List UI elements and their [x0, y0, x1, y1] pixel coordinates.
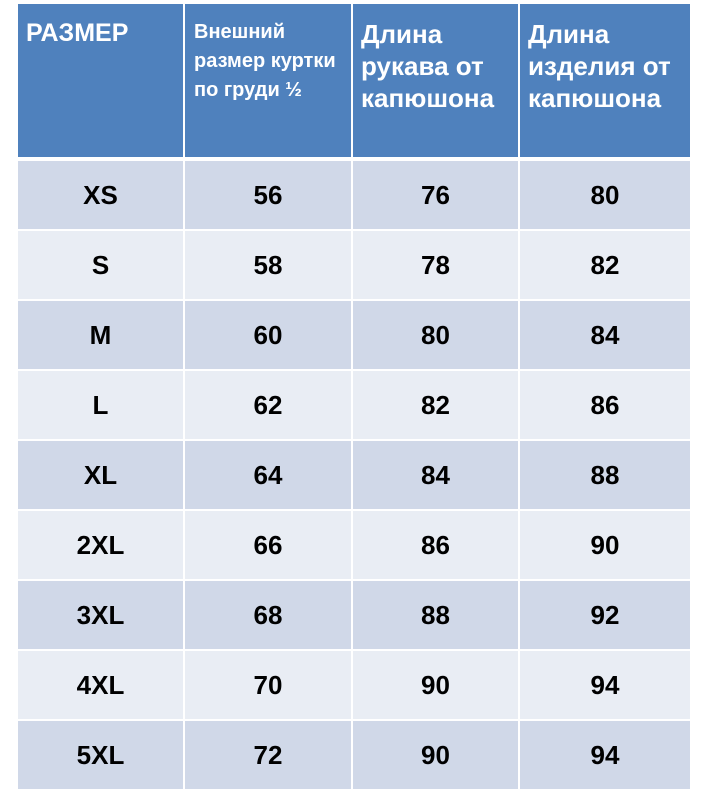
- table-header-row: [18, 4, 690, 161]
- cell-size: 4XL: [18, 651, 185, 721]
- cell-size: M: [18, 301, 185, 371]
- cell-sleeve: 82: [353, 371, 520, 441]
- cell-chest: 72: [185, 721, 353, 791]
- cell-size: 3XL: [18, 581, 185, 651]
- cell-size: 2XL: [18, 511, 185, 581]
- column-header-size: РАЗМЕР: [18, 4, 185, 161]
- cell-size: S: [18, 231, 185, 301]
- cell-size: 5XL: [18, 721, 185, 791]
- table-row: [18, 581, 690, 651]
- table-row: [18, 721, 690, 791]
- cell-chest: 62: [185, 371, 353, 441]
- cell-length: 86: [520, 371, 690, 441]
- cell-sleeve: 78: [353, 231, 520, 301]
- cell-chest: 70: [185, 651, 353, 721]
- table-row: [18, 161, 690, 231]
- cell-sleeve: 84: [353, 441, 520, 511]
- table-row: [18, 441, 690, 511]
- cell-chest: 56: [185, 161, 353, 231]
- cell-chest: 64: [185, 441, 353, 511]
- cell-length: 90: [520, 511, 690, 581]
- cell-chest: 68: [185, 581, 353, 651]
- cell-sleeve: 76: [353, 161, 520, 231]
- cell-sleeve: 90: [353, 721, 520, 791]
- column-header-sleeve-length: Длина рукава от капюшона: [353, 4, 520, 161]
- cell-size: XS: [18, 161, 185, 231]
- column-header-chest: Внешний размер куртки по груди ½: [185, 4, 353, 161]
- cell-sleeve: 86: [353, 511, 520, 581]
- size-chart-table: [18, 4, 690, 791]
- cell-length: 94: [520, 721, 690, 791]
- cell-size: XL: [18, 441, 185, 511]
- table-row: [18, 371, 690, 441]
- cell-length: 88: [520, 441, 690, 511]
- cell-chest: 60: [185, 301, 353, 371]
- table-row: [18, 301, 690, 371]
- cell-length: 94: [520, 651, 690, 721]
- cell-chest: 66: [185, 511, 353, 581]
- cell-sleeve: 90: [353, 651, 520, 721]
- cell-sleeve: 80: [353, 301, 520, 371]
- cell-length: 92: [520, 581, 690, 651]
- table-row: [18, 231, 690, 301]
- table-row: [18, 511, 690, 581]
- cell-chest: 58: [185, 231, 353, 301]
- cell-sleeve: 88: [353, 581, 520, 651]
- cell-length: 80: [520, 161, 690, 231]
- cell-length: 84: [520, 301, 690, 371]
- cell-length: 82: [520, 231, 690, 301]
- table-row: [18, 651, 690, 721]
- column-header-garment-length: Длина изделия от капюшона: [520, 4, 690, 161]
- cell-size: L: [18, 371, 185, 441]
